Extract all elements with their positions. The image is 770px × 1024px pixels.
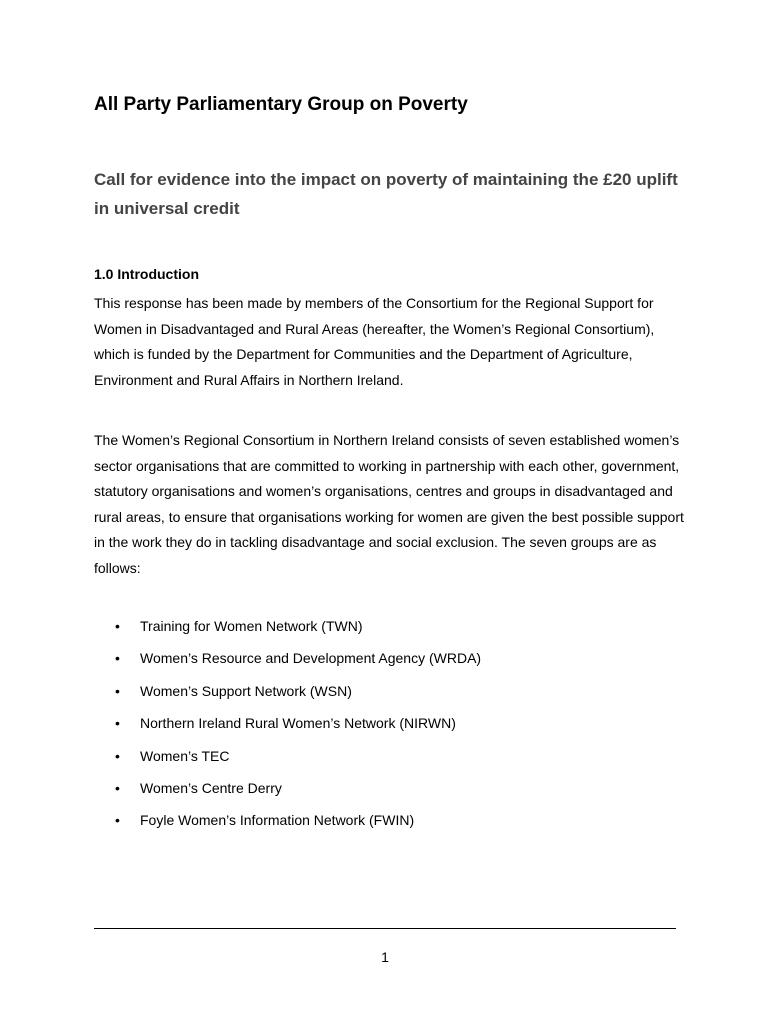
- bullet-icon: •: [115, 779, 120, 796]
- page-number: 1: [381, 949, 389, 965]
- intro-paragraph: This response has been made by members of the Consortium for the Regional Support for Women in Disadvantaged and Rural Areas (hereafter, the Women’s Regional Consortium), which is funded by the Department for Communities and the Department of Agriculture, Environment and Rural Affairs in Northern Ireland.: [94, 295, 655, 388]
- bullet-icon: •: [115, 747, 120, 764]
- footer-divider: [94, 928, 676, 929]
- list-item-text: Training for Women Network (TWN): [140, 618, 363, 634]
- list-item-text: Women’s Centre Derry: [140, 779, 282, 796]
- consortium-paragraph: The Women’s Regional Consortium in Northern Ireland consists of seven established women’s sector organisations that are committed to working in partnership with each other, government, statutory organisations and women’s organisations, centres and groups in disadvantaged and rural areas, to ensure that organisations working for women are given the best possible support in the work they do in tackling disadvantage and social exclusion. The seven groups are as follows:: [94, 432, 684, 576]
- bullet-icon: •: [115, 618, 120, 634]
- list-item-text: Women’s TEC: [140, 747, 230, 764]
- list-item-text: Women’s Support Network (WSN): [140, 682, 352, 699]
- bullet-icon: •: [115, 715, 120, 732]
- list-item-text: Women’s Resource and Development Agency (WRDA): [140, 650, 482, 667]
- section-heading-introduction: 1.0 Introduction: [94, 266, 199, 282]
- bullet-icon: •: [115, 650, 120, 667]
- bullet-icon: •: [115, 682, 120, 699]
- bullet-icon: •: [115, 812, 120, 829]
- document-title: All Party Parliamentary Group on Poverty: [94, 94, 468, 115]
- list-item-text: Northern Ireland Rural Women’s Network (NIRWN): [140, 715, 456, 732]
- document-subtitle: Call for evidence into the impact on poverty of maintaining the £20 uplift in universal credit: [94, 170, 678, 218]
- list-item-text: Foyle Women’s Information Network (FWIN): [140, 812, 415, 829]
